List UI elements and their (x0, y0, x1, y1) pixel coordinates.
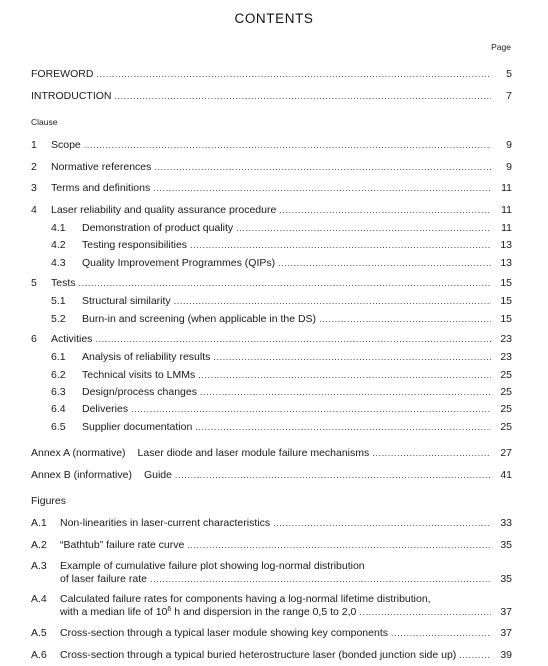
toc-entry-clause-5-1[interactable] (31, 294, 512, 308)
toc-page: 11 (501, 204, 512, 216)
toc-page: 11 (501, 182, 512, 194)
toc-page: 25 (500, 403, 512, 415)
toc-page: 39 (500, 649, 512, 661)
dot-leader (213, 350, 491, 364)
toc-entry-figure-a2[interactable] (31, 538, 512, 552)
toc-number: A.5 (31, 627, 47, 639)
toc-page: 9 (506, 161, 512, 173)
dot-leader (319, 312, 491, 326)
toc-title: Terms and definitions (51, 182, 151, 194)
toc-page: 35 (500, 539, 512, 551)
toc-entry-annex-a[interactable] (31, 446, 512, 460)
toc-number: 6 (31, 333, 37, 345)
toc-title: Non-linearities in laser-current characteristics (60, 517, 271, 529)
toc-page: 13 (500, 239, 512, 251)
toc-entry-introduction[interactable] (31, 89, 512, 103)
toc-page: 33 (500, 517, 512, 529)
toc-page: 23 (500, 351, 512, 363)
dot-leader (190, 238, 491, 252)
toc-page: 37 (500, 606, 512, 618)
toc-number: 5.1 (51, 295, 66, 307)
dot-leader (273, 516, 491, 530)
toc-title: Testing responsibilities (82, 239, 188, 251)
toc-page: 23 (500, 333, 512, 345)
toc-page: 13 (500, 257, 512, 269)
toc-number: 5 (31, 277, 37, 289)
dot-leader (278, 256, 491, 270)
toc-title-line-1: Example of cumulative failure plot showing log-normal distribution (60, 560, 365, 572)
toc-entry-clause-6-5[interactable] (31, 420, 512, 434)
dot-leader (95, 332, 491, 346)
dot-leader (174, 294, 491, 308)
dot-leader (236, 221, 491, 235)
toc-page: 35 (500, 573, 512, 585)
toc-title: Burn-in and screening (when applicable in the DS) (82, 313, 317, 325)
toc-title: Cross-section through a typical laser module showing key components (60, 627, 388, 639)
toc-title: “Bathtub” failure rate curve (60, 539, 185, 551)
toc-page: 41 (500, 469, 512, 481)
toc-title: Analysis of reliability results (82, 351, 211, 363)
annex-prefix: Annex B (informative) (31, 469, 132, 481)
clause-label: Clause (31, 117, 58, 127)
toc-entry-clause-3[interactable] (31, 181, 512, 195)
toc-entry-clause-6-1[interactable] (31, 350, 512, 364)
toc-title: Design/process changes (82, 386, 197, 398)
toc-entry-figure-a6[interactable] (31, 648, 512, 662)
toc-title: Guide (143, 469, 172, 481)
toc-number: 3 (31, 182, 37, 194)
toc-title-line-1: Calculated failure rates for components having a log-normal lifetime distribution, (60, 593, 431, 605)
dot-leader (200, 385, 491, 399)
dot-leader (279, 203, 491, 217)
dot-leader (195, 420, 491, 434)
toc-page: 25 (500, 369, 512, 381)
dot-leader (131, 402, 491, 416)
dot-leader (153, 181, 491, 195)
toc-number: A.2 (31, 539, 47, 551)
toc-entry-clause-5[interactable] (31, 276, 512, 290)
toc-entry-clause-6-2[interactable] (31, 368, 512, 382)
toc-page: 25 (500, 386, 512, 398)
toc-title: INTRODUCTION (31, 90, 112, 102)
dot-leader (187, 538, 491, 552)
toc-number: 1 (31, 139, 37, 151)
toc-page: 7 (506, 90, 512, 102)
dot-leader (372, 446, 491, 460)
toc-entry-clause-6-4[interactable] (31, 402, 512, 416)
toc-entry-clause-4-1[interactable] (31, 221, 512, 235)
toc-page: 11 (501, 222, 512, 234)
toc-entry-clause-6[interactable] (31, 332, 512, 346)
toc-title: Supplier documentation (82, 421, 193, 433)
dot-leader (115, 89, 492, 103)
toc-number: 6.4 (51, 403, 66, 415)
toc-number: 4.3 (51, 257, 66, 269)
toc-number: 6.3 (51, 386, 66, 398)
dot-leader (459, 648, 491, 662)
toc-number: 4 (31, 204, 37, 216)
toc-page: 9 (506, 139, 512, 151)
dot-leader (154, 160, 491, 174)
toc-entry-clause-2[interactable] (31, 160, 512, 174)
toc-page: 25 (500, 421, 512, 433)
toc-entry-clause-6-3[interactable] (31, 385, 512, 399)
dot-leader (84, 138, 491, 152)
toc-entry-clause-1[interactable] (31, 138, 512, 152)
page-title: CONTENTS (234, 11, 314, 26)
toc-title: Cross-section through a typical buried heterostructure laser (bonded junction side up) (60, 649, 457, 661)
toc-page: 37 (500, 627, 512, 639)
dot-leader (175, 468, 491, 482)
toc-number: A.1 (31, 517, 47, 529)
dot-leader (391, 626, 491, 640)
toc-number: 4.1 (51, 222, 66, 234)
toc-number: 6.1 (51, 351, 66, 363)
toc-number: 6.5 (51, 421, 66, 433)
toc-entry-figure-a3[interactable] (31, 560, 512, 586)
toc-page: 15 (500, 313, 512, 325)
toc-title: FOREWORD (31, 68, 94, 80)
toc-page: 15 (500, 277, 512, 289)
toc-entry-annex-b[interactable] (31, 468, 512, 482)
toc-entry-clause-4[interactable] (31, 203, 512, 217)
toc-title: Tests (51, 277, 76, 289)
toc-entry-clause-5-2[interactable] (31, 312, 512, 326)
toc-number: 6.2 (51, 369, 66, 381)
toc-title: Demonstration of product quality (82, 222, 234, 234)
toc-entry-clause-4-3[interactable] (31, 256, 512, 270)
toc-title: Laser reliability and quality assurance procedure (51, 204, 277, 216)
toc-entry-clause-4-2[interactable] (31, 238, 512, 252)
toc-title: Laser diode and laser module failure mechanisms (137, 447, 370, 459)
toc-entry-figure-a5[interactable] (31, 626, 512, 640)
toc-entry-foreword[interactable] (31, 67, 512, 81)
toc-title: Deliveries (82, 403, 129, 415)
dot-leader (198, 368, 491, 382)
toc-entry-figure-a4[interactable] (31, 593, 512, 619)
dot-leader (150, 573, 491, 586)
page-column-header: Page (491, 42, 511, 52)
dot-leader (79, 276, 491, 290)
toc-number: A.4 (31, 593, 47, 605)
toc-title: Structural similarity (82, 295, 171, 307)
toc-title: Normative references (51, 161, 152, 173)
toc-title-line-2: of laser failure rate (60, 573, 147, 585)
toc-number: 4.2 (51, 239, 66, 251)
dot-leader (96, 67, 491, 81)
figures-label: Figures (31, 495, 67, 507)
toc-title: Technical visits to LMMs (82, 369, 196, 381)
toc-title: Scope (51, 139, 81, 151)
toc-number: 2 (31, 161, 37, 173)
toc-number: 5.2 (51, 313, 66, 325)
toc-title: Quality Improvement Programmes (QIPs) (82, 257, 276, 269)
annex-prefix: Annex A (normative) (31, 447, 126, 459)
toc-title: Activities (51, 333, 93, 345)
toc-page: 15 (500, 295, 512, 307)
toc-title-line-2: with a median life of $10^6$ h and dispersion in the range 0,5 to 2,0 (60, 606, 357, 618)
toc-entry-figure-a1[interactable] (31, 516, 512, 530)
toc-page: 27 (500, 447, 512, 459)
toc-page: 5 (506, 68, 512, 80)
dot-leader (359, 606, 491, 619)
toc-number: A.6 (31, 649, 47, 661)
toc-number: A.3 (31, 560, 47, 572)
